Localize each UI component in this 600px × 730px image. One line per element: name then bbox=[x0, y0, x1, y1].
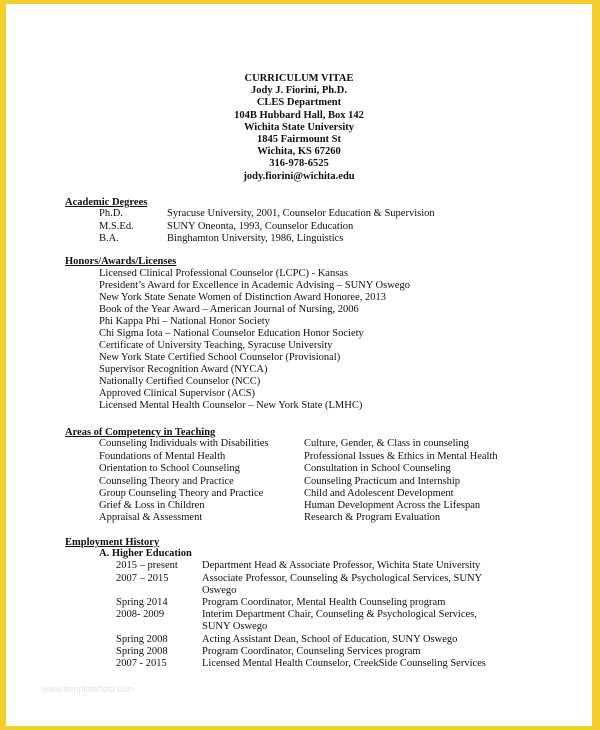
competency-right-item: Child and Adolescent Development bbox=[304, 488, 454, 499]
street-address: 1845 Fairmount St bbox=[257, 134, 341, 146]
competency-left-item: Grief & Loss in Children bbox=[99, 500, 205, 511]
employment-detail: Associate Professor, Counseling & Psychological Services, SUNY bbox=[202, 573, 483, 584]
employment-date: 2007 – 2015 bbox=[116, 573, 169, 584]
employment-detail-continued: Oswego bbox=[202, 585, 237, 596]
honor-item: Chi Sigma Iota – National Counselor Education Honor Society bbox=[99, 328, 364, 339]
employment-date: Spring 2008 bbox=[116, 646, 168, 657]
competency-right-item: Culture, Gender, & Class in counseling bbox=[304, 438, 469, 449]
cv-page bbox=[6, 4, 592, 726]
employment-heading: Employment History bbox=[65, 537, 160, 548]
honor-item: Supervisor Recognition Award (NYCA) bbox=[99, 364, 268, 375]
site-watermark: www.templatehost.com bbox=[42, 684, 135, 694]
employment-date: Spring 2014 bbox=[116, 597, 168, 608]
employment-detail: Program Coordinator, Mental Health Counseling program bbox=[202, 597, 446, 608]
office-address: 104B Hubbard Hall, Box 142 bbox=[234, 109, 364, 121]
university: Wichita State University bbox=[243, 121, 355, 133]
employment-detail: Department Head & Associate Professor, Wichita State University bbox=[202, 560, 481, 571]
employment-date: 2007 - 2015 bbox=[116, 658, 167, 669]
person-name: Jody J. Fiorini, Ph.D. bbox=[251, 85, 347, 97]
honor-item: President’s Award for Excellence in Academic Advising – SUNY Oswego bbox=[99, 280, 410, 291]
employment-detail: Program Coordinator, Counseling Services program bbox=[202, 646, 421, 657]
competency-left-item: Counseling Individuals with Disabilities bbox=[99, 438, 269, 449]
employment-date: Spring 2008 bbox=[116, 634, 168, 645]
honor-item: Nationally Certified Counselor (NCC) bbox=[99, 376, 261, 387]
academic-degrees-heading: Academic Degrees bbox=[65, 197, 148, 208]
degree-label: Ph.D. bbox=[99, 208, 123, 219]
employment-detail-continued: SUNY Oswego bbox=[202, 621, 268, 632]
honor-item: Licensed Clinical Professional Counselor (LCPC) - Kansas bbox=[99, 268, 349, 279]
employment-detail: Licensed Mental Health Counselor, CreekSide Counseling Services bbox=[202, 658, 486, 669]
competency-left-item: Group Counseling Theory and Practice bbox=[99, 488, 264, 499]
competency-left-item: Appraisal & Assessment bbox=[99, 512, 203, 523]
honor-item: New York State Senate Women of Distinction Award Honoree, 2013 bbox=[99, 292, 386, 303]
degree-label: B.A. bbox=[99, 233, 119, 244]
employment-date: 2015 – present bbox=[116, 560, 178, 571]
competency-left-item: Counseling Theory and Practice bbox=[99, 476, 234, 487]
cv-header bbox=[6, 73, 592, 183]
employment-detail: Interim Department Chair, Counseling & Psychological Services, bbox=[202, 609, 477, 620]
honor-item: New York State Certified School Counselor (Provisional) bbox=[99, 352, 341, 363]
employment-detail: Acting Assistant Dean, School of Education, SUNY Oswego bbox=[202, 634, 458, 645]
competency-left-item: Orientation to School Counseling bbox=[99, 463, 240, 474]
competency-heading: Areas of Competency in Teaching bbox=[65, 427, 216, 438]
degree-detail: SUNY Oneonta, 1993, Counselor Education bbox=[167, 221, 354, 232]
degree-detail: Binghamton University, 1986, Linguistics bbox=[167, 233, 344, 244]
honor-item: Phi Kappa Phi – National Honor Society bbox=[99, 316, 270, 327]
department: CLES Department bbox=[256, 97, 342, 109]
city-state-zip: Wichita, KS 67260 bbox=[257, 146, 341, 158]
competency-right-item: Human Development Across the Lifespan bbox=[304, 500, 481, 511]
degree-label: M.S.Ed. bbox=[99, 221, 134, 232]
honor-item: Approved Clinical Supervisor (ACS) bbox=[99, 388, 256, 399]
cv-title: CURRICULUM VITAE bbox=[244, 73, 354, 84]
honor-item: Book of the Year Award – American Journal of Nursing, 2006 bbox=[99, 304, 359, 315]
honor-item: Certificate of University Teaching, Syracuse University bbox=[99, 340, 333, 351]
employment-subsection: A. Higher Education bbox=[99, 548, 192, 559]
honor-item: Licensed Mental Health Counselor – New York State (LMHC) bbox=[99, 400, 363, 411]
phone-number: 316-978-6525 bbox=[269, 158, 329, 170]
honors-heading: Honors/Awards/Licenses bbox=[65, 256, 177, 267]
competency-left-item: Foundations of Mental Health bbox=[99, 451, 226, 462]
competency-right-item: Counseling Practicum and Internship bbox=[304, 476, 461, 487]
competency-right-item: Research & Program Evaluation bbox=[304, 512, 441, 523]
competency-right-item: Professional Issues & Ethics in Mental Health bbox=[304, 451, 498, 462]
degree-detail: Syracuse University, 2001, Counselor Education & Supervision bbox=[167, 208, 435, 219]
email-address: jody.fiorini@wichita.edu bbox=[243, 170, 355, 182]
employment-date: 2008- 2009 bbox=[116, 609, 165, 620]
competency-right-item: Consultation in School Counseling bbox=[304, 463, 451, 474]
